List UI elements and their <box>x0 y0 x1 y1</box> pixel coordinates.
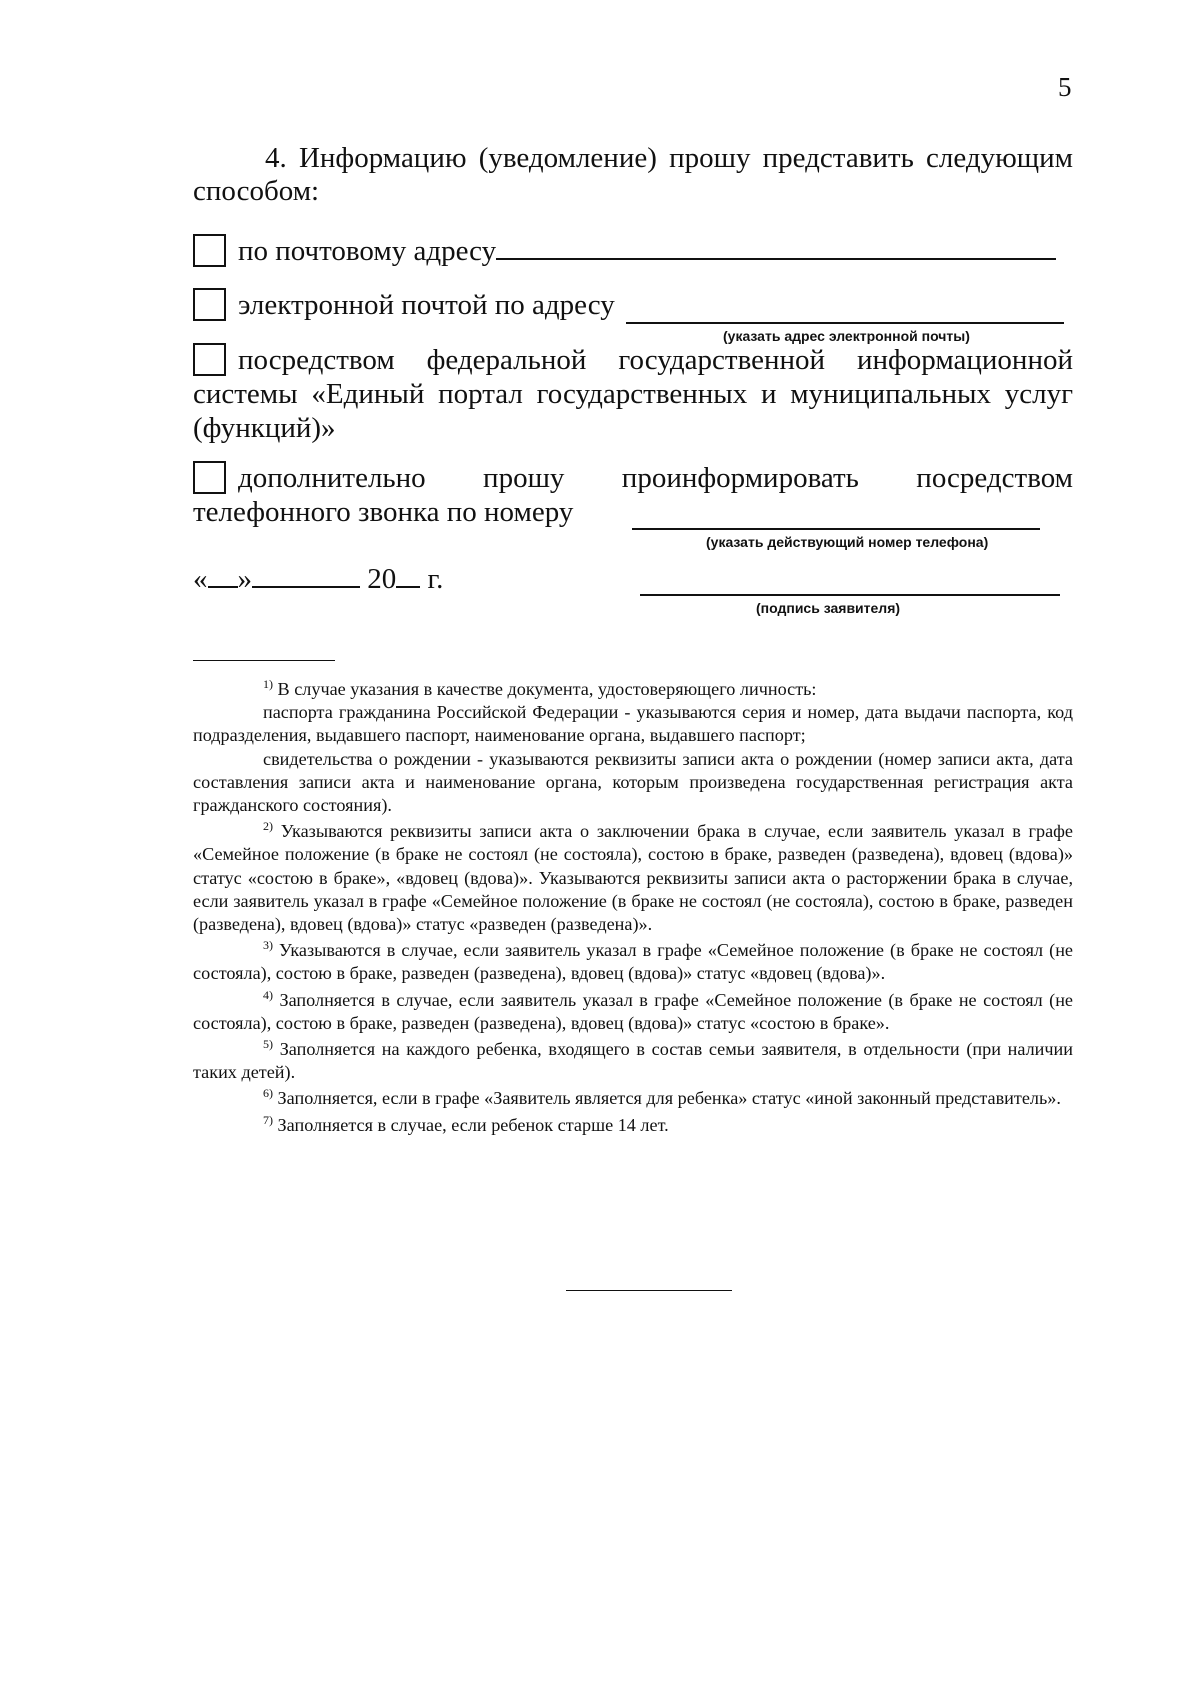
footnote-4-text: Заполняется в случае, если заявитель указал в графе «Семейное положение (в браке не состоял (не состояла), состою в браке, разведен (разведена), вдовец (вдова)» статус «состою в браке». <box>193 989 1074 1033</box>
intro-text: 4. Информацию (уведомление) прошу представить следующим способом: <box>193 142 1073 207</box>
footnote-2-text: Указываются реквизиты записи акта о заключении брака в случае, если заявитель указал в графе «Семейное положение (в браке не состоял (не состояла), состою в браке, разведен (разведена), вдовец (вдова)» статус «состою в браке», «вдовец (вдова)». Указываются реквизиты записи акта о расторжении брака в случае, если заявитель указал в графе «Семейное положение (в браке не состоял (не состояла), состою в браке, разведен (разведена), вдовец (вдова)» статус «разведен (разведена)». <box>193 821 1073 935</box>
post-address-field[interactable] <box>496 234 1056 260</box>
footnote-7-text: Заполняется в случае, если ребенок старше 14 лет. <box>277 1114 669 1135</box>
footnote-1 <box>193 678 1073 701</box>
footnote-5-mark: 5) <box>263 1036 273 1051</box>
email-label: электронной почтой по адресу <box>238 289 615 321</box>
footnote-separator <box>193 660 335 661</box>
post-checkbox[interactable] <box>193 234 226 267</box>
end-rule <box>566 1290 732 1291</box>
footnote-4-mark: 4) <box>263 987 273 1002</box>
footnotes <box>193 678 1073 1137</box>
footnote-1-birth-certificate: свидетельства о рождении - указываются реквизиты записи акта о рождении (номер записи акта, дата составления записи акта и наименование органа, которым произведена государственная регистрация акта гражданского состояния). <box>193 748 1073 816</box>
footnote-5 <box>193 1038 1073 1084</box>
footnote-7-mark: 7) <box>263 1112 273 1127</box>
email-hint: (указать адрес электронной почты) <box>723 328 970 344</box>
option-email <box>193 288 1073 322</box>
footnote-1-intro: В случае указания в качестве документа, удостоверяющего личность: <box>277 679 817 699</box>
footnote-1-passport: паспорта гражданина Российской Федерации - указываются серия и номер, дата выдачи паспорта, код подразделения, выдавшего паспорт, наименование органа, выдавшего паспорт; <box>193 702 1073 746</box>
page-number: 5 <box>1058 72 1072 102</box>
portal-label: посредством федеральной государственной информационной системы «Единый портал государственных и муниципальных услуг (функций)» <box>193 344 1073 444</box>
email-address-field[interactable] <box>626 322 1064 324</box>
footnote-6 <box>193 1087 1073 1110</box>
date-close-quote: » <box>237 563 252 595</box>
footnote-7 <box>193 1114 1073 1137</box>
footnote-4 <box>193 989 1073 1035</box>
footnote-3-text: Указываются в случае, если заявитель указал в графе «Семейное положение (в браке не состоял (не состояла), состою в браке, разведен (разведена), вдовец (вдова)» статус «вдовец (вдова)». <box>193 940 1073 984</box>
email-checkbox[interactable] <box>193 288 226 321</box>
portal-checkbox[interactable] <box>193 343 226 376</box>
footnote-5-text: Заполняется на каждого ребенка, входящего в состав семьи заявителя, в отдельности (при наличии таких детей). <box>193 1039 1074 1083</box>
footnote-6-mark: 6) <box>263 1086 273 1101</box>
signature-field[interactable] <box>640 594 1060 596</box>
footnote-3-mark: 3) <box>263 938 273 953</box>
phone-checkbox[interactable] <box>193 461 226 494</box>
date-month-field[interactable] <box>252 562 360 588</box>
date-day-field[interactable] <box>208 562 238 588</box>
date-line <box>193 562 443 596</box>
date-year-suffix: г. <box>427 563 444 595</box>
date-year-prefix: 20 <box>367 563 397 595</box>
footnote-2 <box>193 820 1073 936</box>
option-portal <box>193 343 1073 445</box>
date-open-quote: « <box>193 563 208 595</box>
section-4-intro <box>193 142 1073 208</box>
footnote-2-mark: 2) <box>263 819 273 834</box>
signature-hint: (подпись заявителя) <box>756 600 901 616</box>
option-post <box>193 234 1073 268</box>
footnote-3 <box>193 939 1073 985</box>
footnote-1-mark: 1) <box>263 676 273 691</box>
phone-label: дополнительно прошу проинформировать посредством телефонного звонка по номеру <box>193 462 1073 528</box>
phone-hint: (указать действующий номер телефона) <box>706 534 989 550</box>
footnote-6-text: Заполняется, если в графе «Заявитель является для ребенка» статус «иной законный представитель». <box>277 1088 1061 1109</box>
phone-number-field[interactable] <box>632 528 1040 530</box>
date-year-field[interactable] <box>396 562 420 588</box>
option-phone <box>193 461 1073 529</box>
post-label: по почтовому адресу <box>238 235 497 267</box>
